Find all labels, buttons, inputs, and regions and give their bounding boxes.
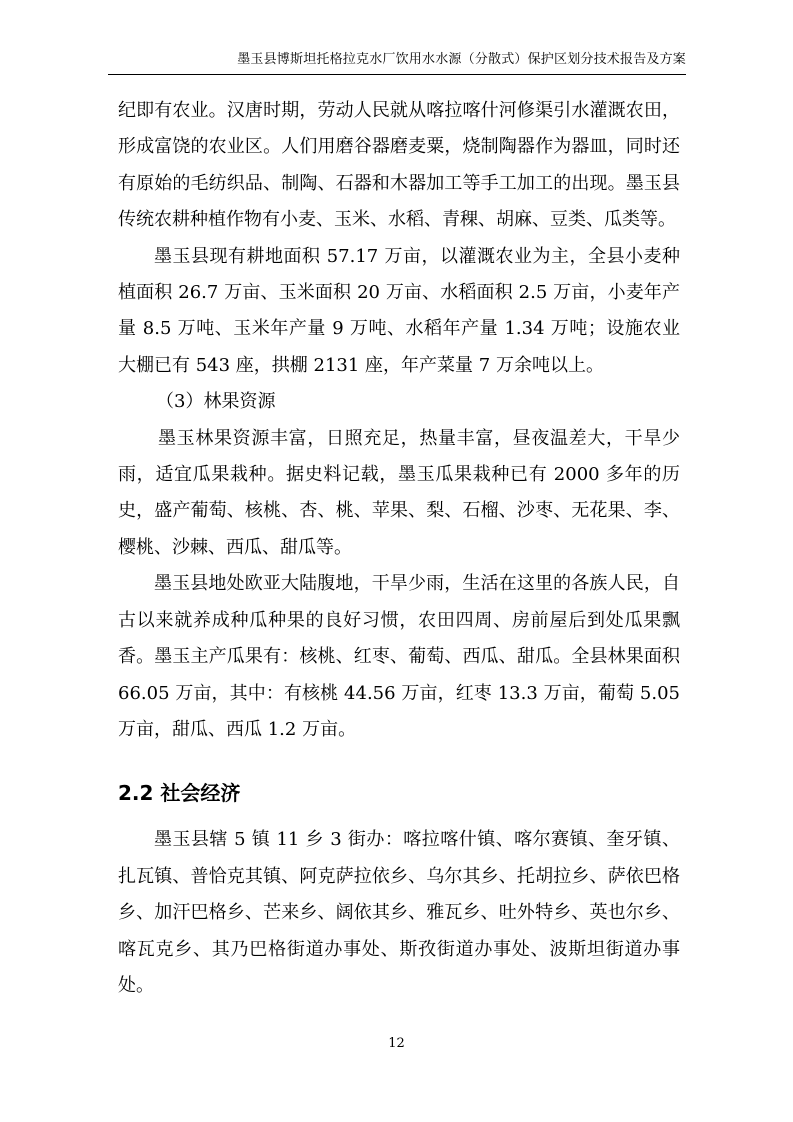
body-paragraph-fruit-production: 墨玉县地处欧亚大陆腹地，干旱少雨，生活在这里的各族人民，自古以来就养成种瓜种果的良好习惯，农田四周、房前屋后到处瓜果飘香。墨玉主产瓜果有：核桃、红枣、葡萄、西瓜、甜瓜。全县林果面积 66.05 万亩，其中：有核桃 44.56 万亩，红枣 13.3 万亩，葡萄 5.05 万亩，甜瓜、西瓜 1.2 万亩。 — [118, 573, 680, 740]
subsection-heading-forest-fruit: （3）林果资源 — [156, 391, 276, 413]
page-number: 12 — [388, 1036, 405, 1051]
body-paragraph-forest-fruit: 墨玉林果资源丰富，日照充足，热量丰富，昼夜温差大，干旱少雨，适宜瓜果栽种。据史料记载，墨玉瓜果栽种已有 2000 多年的历史，盛产葡萄、核桃、杏、桃、苹果、梨、石榴、沙枣、无花果、李、樱桃、沙棘、西瓜、甜瓜等。 — [118, 427, 680, 558]
page-content — [118, 93, 680, 1004]
body-paragraph-farmland: 墨玉县现有耕地面积 57.17 万亩，以灌溉农业为主，全县小麦种植面积 26.7 万亩、玉米面积 20 万亩、水稻面积 2.5 万亩，小麦年产量 8.5 万吨、玉米年产量 9 万吨、水稻年产量 1.34 万吨；设施农业大棚已有 543 座，拱棚 2131 座，年产菜量 7 万余吨以上。 — [118, 245, 680, 376]
header-divider — [108, 74, 686, 75]
running-header: 墨玉县博斯坦托格拉克水厂饮用水水源（分散式）保护区划分技术报告及方案 — [237, 52, 686, 67]
body-paragraph-continuation: 纪即有农业。汉唐时期，劳动人民就从喀拉喀什河修渠引水灌溉农田，形成富饶的农业区。人们用磨谷器磨麦粟，烧制陶器作为器皿，同时还有原始的毛纺织品、制陶、石器和木器加工等手工加工的出现。墨玉县传统农耕种植作物有小麦、玉米、水稻、青稞、胡麻、豆类、瓜类等。 — [118, 100, 680, 231]
body-paragraph-administrative-divisions: 墨玉县辖 5 镇 11 乡 3 街办：喀拉喀什镇、喀尔赛镇、奎牙镇、扎瓦镇、普恰克其镇、阿克萨拉依乡、乌尔其乡、托胡拉乡、萨依巴格乡、加汗巴格乡、芒来乡、阔依其乡、雅瓦乡、吐外特乡、英也尔乡、喀瓦克乡、其乃巴格街道办事处、斯孜街道办事处、波斯坦街道办事处。 — [118, 829, 680, 996]
section-heading-social-economy: 2.2 社会经济 — [118, 781, 241, 806]
